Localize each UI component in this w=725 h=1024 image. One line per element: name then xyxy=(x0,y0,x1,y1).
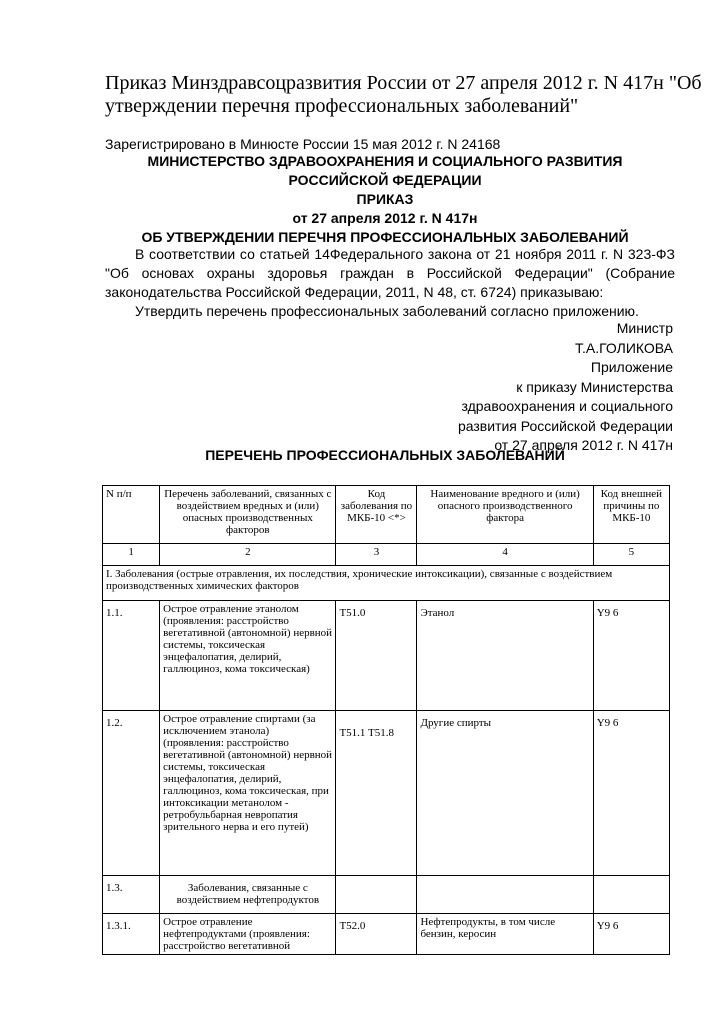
header-cell: Перечень заболеваний, связанных с воздействием вредных и (или) опасных производственных факторов xyxy=(160,486,336,544)
row-factor xyxy=(417,876,593,914)
row-ext-code: Y9 6 xyxy=(593,711,669,876)
table-number-row xyxy=(103,544,670,566)
row-disease: Острое отравление этанолом (проявления: расстройство вегетативной (автономной) нервной системы, токсическая энцефалопатия, делирий, галлюциноз, кома токсическая) xyxy=(160,601,336,711)
row-code: T52.0 xyxy=(336,914,417,955)
row-factor: Нефтепродукты, в том числе бензин, керосин xyxy=(417,914,593,955)
ministry-line-2: РОССИЙСКОЙ ФЕДЕРАЦИИ xyxy=(288,172,482,188)
order-date: от 27 апреля 2012 г. N 417н xyxy=(292,210,478,226)
number-cell: 4 xyxy=(417,544,593,566)
annex-line: к приказу Министерства xyxy=(516,379,673,395)
annex-line: от 27 апреля 2012 г. N 417н xyxy=(494,437,673,453)
header-cell: Код внешней причины по МКБ-10 xyxy=(593,486,669,544)
paragraph-approve: Утвердить перечень профессиональных заболеваний согласно приложению. xyxy=(135,303,639,319)
section-row xyxy=(103,566,670,601)
annex-line: развития Российской Федерации xyxy=(457,418,673,434)
section-heading: I. Заболевания (острые отравления, их последствия, хронические интоксикации), связанные с воздействием производственных химических факторов xyxy=(103,566,670,601)
list-title: ПЕРЕЧЕНЬ ПРОФЕССИОНАЛЬНЫХ ЗАБОЛЕВАНИЙ xyxy=(205,447,565,463)
row-disease: Заболевания, связанные с воздействием нефтепродуктов xyxy=(160,876,336,914)
row-disease: Острое отравление нефтепродуктами (проявления: расстройство вегетативной xyxy=(160,914,336,955)
number-cell: 3 xyxy=(336,544,417,566)
row-factor: Другие спирты xyxy=(417,711,593,876)
row-ext-code: Y9 6 xyxy=(593,601,669,711)
signature-name: Т.А.ГОЛИКОВА xyxy=(575,340,673,356)
row-number: 1.1. xyxy=(103,601,160,711)
order-word: ПРИКАЗ xyxy=(356,191,414,207)
row-factor: Этанол xyxy=(417,601,593,711)
table-row xyxy=(103,876,670,914)
row-number: 1.3.1. xyxy=(103,914,160,955)
row-disease: Острое отравление спиртами (за исключением этанола) (проявления: расстройство вегетативной (автономной) нервной системы, токсическая энцефалопатия, делирий, галлюциноз, кома токсическая, при интоксикации метанолом - ретробульбарная невропатия зрительного нерва и его путей) xyxy=(160,711,336,876)
document-title: Приказ Минздравсоцразвития России от 27 апреля 2012 г. N 417н "Об утверждении перечня профессиональных заболеваний" xyxy=(105,72,702,117)
registration-note: Зарегистрировано в Минюсте России 15 мая 2012 г. N 24168 xyxy=(105,136,501,152)
ministry-line-1: МИНИСТЕРСТВО ЗДРАВООХРАНЕНИЯ И СОЦИАЛЬНОГО РАЗВИТИЯ xyxy=(147,153,623,169)
header-cell: N п/п xyxy=(103,486,160,544)
header-cell: Код заболевания по МКБ-10 <*> xyxy=(336,486,417,544)
annex-line: здравоохранения и социального xyxy=(461,398,673,414)
number-cell: 2 xyxy=(160,544,336,566)
number-cell: 5 xyxy=(593,544,669,566)
row-number: 1.3. xyxy=(103,876,160,914)
signature-title: Министр xyxy=(616,320,673,336)
row-code xyxy=(336,876,417,914)
paragraph-legal-basis: В соответствии со статьей 14Федерального закона от 21 ноября 2011 г. N 323-ФЗ "Об основах охраны здоровья граждан в Российской Федерации" (Собрание законодательства Российской Федерации, 2011, N 48, ст. 6724) приказываю: xyxy=(105,246,675,300)
annex-line: Приложение xyxy=(590,359,673,375)
table-row xyxy=(103,914,670,955)
table-row xyxy=(103,601,670,711)
row-number: 1.2. xyxy=(103,711,160,876)
number-cell: 1 xyxy=(103,544,160,566)
row-code: T51.0 xyxy=(336,601,417,711)
header-cell: Наименование вредного и (или) опасного производственного фактора xyxy=(417,486,593,544)
table-row xyxy=(103,711,670,876)
row-code: T51.1 T51.8 xyxy=(336,711,417,876)
row-ext-code: Y9 6 xyxy=(593,914,669,955)
order-subject: ОБ УТВЕРЖДЕНИИ ПЕРЕЧНЯ ПРОФЕССИОНАЛЬНЫХ ЗАБОЛЕВАНИЙ xyxy=(141,229,629,245)
row-ext-code xyxy=(593,876,669,914)
table-header-row xyxy=(103,486,670,544)
diseases-table xyxy=(102,485,670,955)
